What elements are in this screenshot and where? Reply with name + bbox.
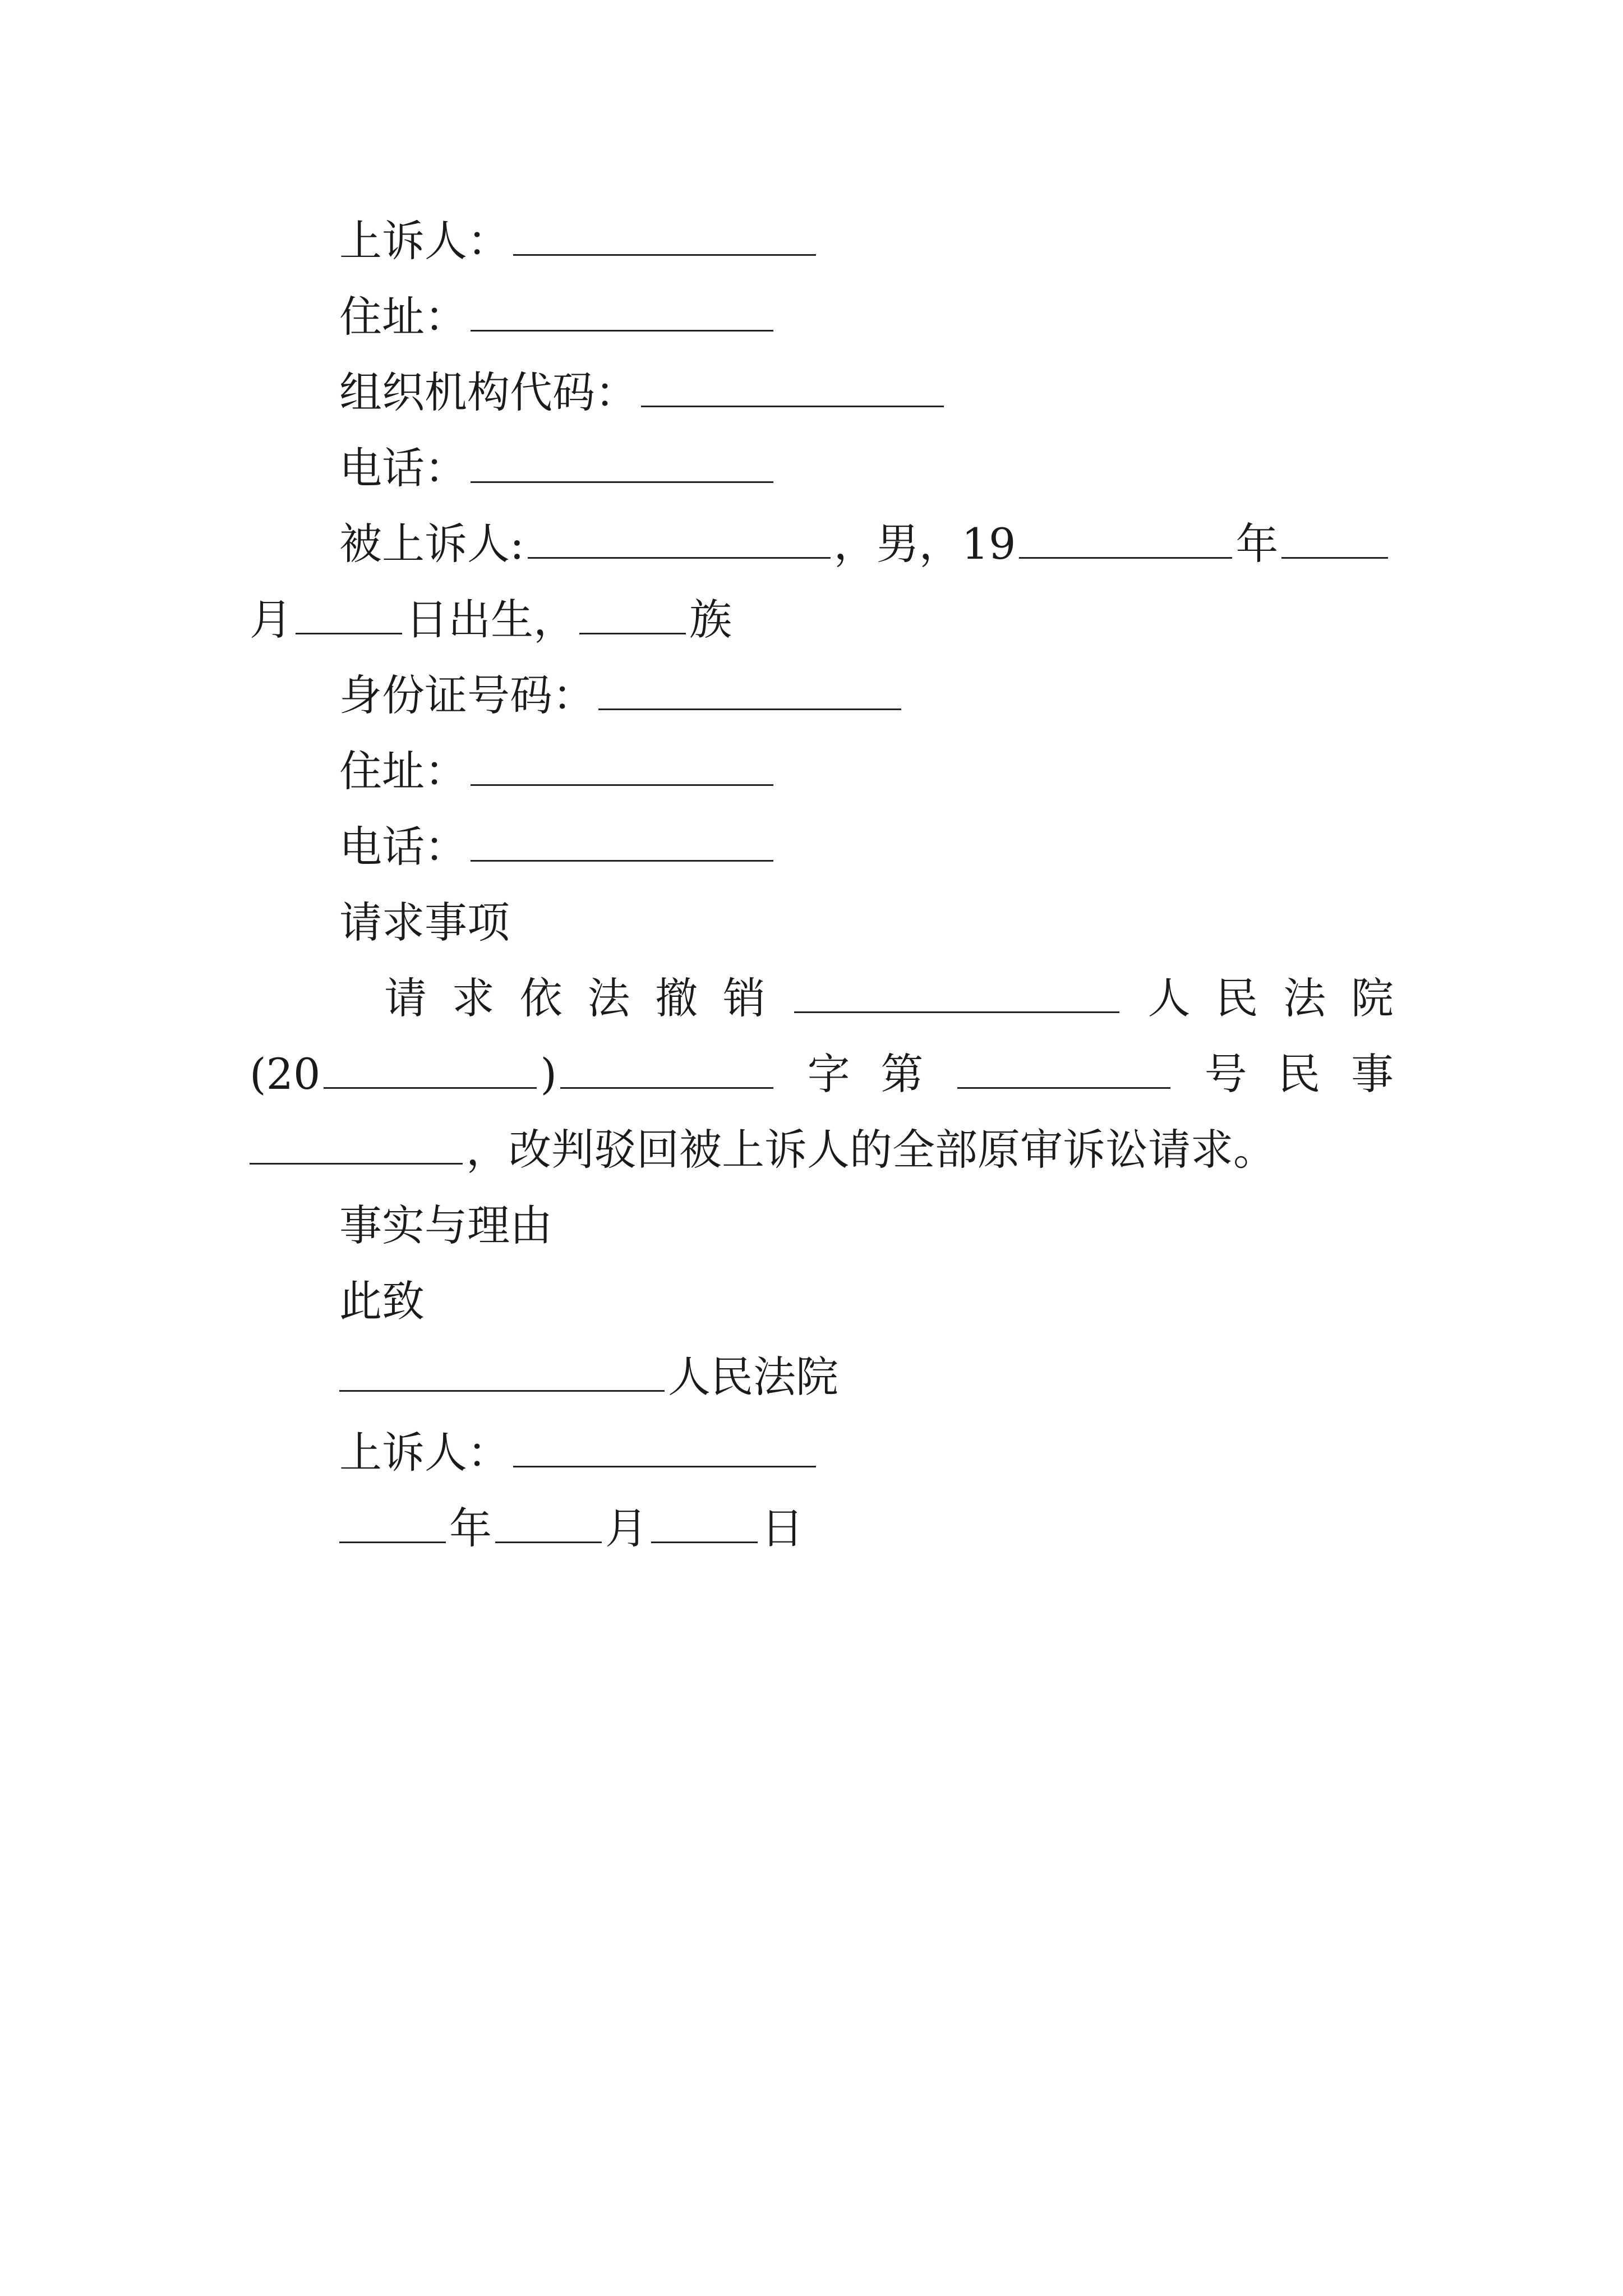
phone-label: 电话： [339,443,467,493]
case-di: 第 [880,1049,924,1099]
appellee-address-line [250,738,1483,805]
request-line-1 [250,965,1394,1032]
phone-blank[interactable] [471,443,773,483]
address-blank-2[interactable] [471,746,773,786]
case-hao-word: 号 [1204,1049,1247,1099]
birth-year-blank[interactable] [1019,519,1232,559]
id-line [250,662,1483,729]
phone-blank-2[interactable] [471,822,773,862]
org-code-label: 组织机构代码： [339,367,638,417]
req-court-blank[interactable] [794,973,1119,1013]
appellant-line [250,208,1483,275]
year-char: 年 [1235,519,1279,569]
sign-line [250,1419,1483,1487]
case-number-blank[interactable] [957,1049,1170,1089]
org-code-blank[interactable] [641,367,944,407]
sign-label: 上诉人： [339,1428,510,1478]
court-line [250,1343,1483,1411]
org-code-line [250,359,1483,426]
case-prefix-blank[interactable] [560,1049,773,1089]
birth-day-blank[interactable] [296,595,402,634]
req-court-word: 民 [1215,973,1258,1023]
date-day-blank[interactable] [651,1503,758,1543]
request-heading: 请求事项 [339,898,510,947]
appellant-label: 上诉人： [339,216,510,266]
appellee-birth-line [250,586,1394,654]
appellee-name-blank[interactable] [528,519,831,559]
appellee-line [250,510,1483,578]
req-word: 销 [722,973,766,1023]
appellee-gender-text: ，男，19 [833,519,1016,569]
req-word: 求 [451,973,495,1023]
to-line [250,1268,1483,1335]
case-zi: 字 [807,1049,850,1099]
req-court-word: 法 [1283,973,1326,1023]
request-line-3 [250,1116,1394,1184]
judgment-type-blank[interactable] [250,1125,463,1165]
birth-month-blank-start[interactable] [1281,519,1388,559]
request-line-2 [250,1041,1394,1108]
court-name-blank[interactable] [339,1352,665,1392]
date-month: 月 [605,1503,648,1553]
address-label: 住址： [339,292,467,342]
request-tail: ，改判驳回被上诉人的全部原审诉讼请求。 [466,1125,1276,1175]
date-year-blank[interactable] [339,1503,446,1543]
case-hao-word: 民 [1278,1049,1321,1099]
req-word: 撤 [655,973,698,1023]
request-line-1-row [384,965,1394,1032]
case-year-open: (20 [250,1049,321,1099]
appellant-blank[interactable] [513,216,816,256]
case-year-close: ) [540,1049,557,1099]
appellant-phone-line [250,435,1483,502]
to-text: 此致 [339,1276,425,1326]
appellant-address-line [250,283,1483,351]
address-blank[interactable] [471,292,773,332]
case-hao-word: 事 [1350,1049,1394,1099]
date-line [250,1495,1483,1562]
case-year-blank[interactable] [324,1049,537,1089]
appellee-label: 被上诉人: [339,519,524,569]
case-year-prefix [250,1041,777,1108]
req-court-word: 人 [1147,973,1191,1023]
appellee-phone-line [250,813,1483,881]
request-line-2-row [250,1041,1394,1108]
ethnic-blank[interactable] [579,595,686,634]
facts-heading: 事实与理由 [339,1200,552,1250]
request-heading-line [250,889,1483,956]
id-blank[interactable] [598,670,901,710]
court-suffix: 人民法院 [668,1352,838,1402]
date-month-blank[interactable] [495,1503,602,1543]
facts-heading-line [250,1192,1483,1259]
address-label-2: 住址： [339,746,467,796]
req-word: 依 [519,973,562,1023]
month-char: 月 [250,595,292,645]
sign-blank[interactable] [513,1428,816,1467]
date-year: 年 [449,1503,492,1553]
ethnic-char: 族 [689,595,732,645]
req-court-word: 院 [1350,973,1394,1023]
req-word: 法 [587,973,630,1023]
phone-label-2: 电话： [339,822,467,872]
req-word: 请 [384,973,427,1023]
id-label: 身份证号码： [339,670,595,720]
date-day: 日 [761,1503,804,1553]
birth-text: 日出生， [405,595,576,645]
